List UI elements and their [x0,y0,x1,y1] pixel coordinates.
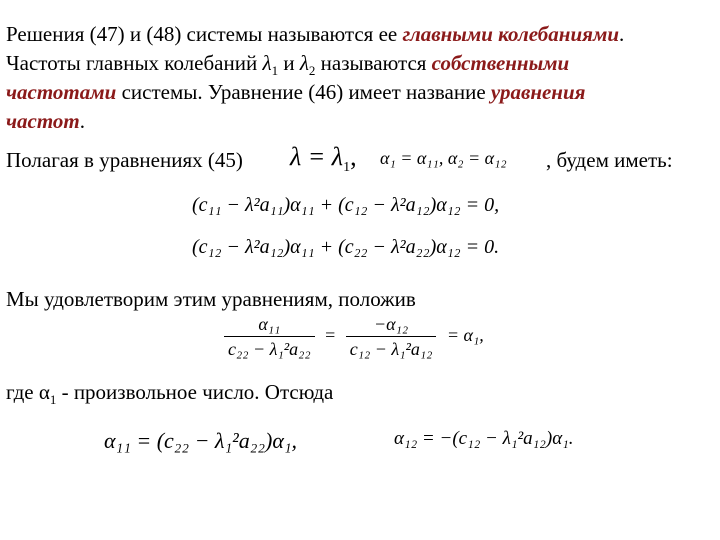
fraction-2 [346,312,437,361]
text: Решения (47) и (48) системы называются ее [6,22,403,46]
equation-2-text: (c₁₂ − λ²a₁₂)α₁₁ + (c₂₂ − λ²a₂₂)α₁₂ = 0. [192,236,500,258]
term-frequencies: частотами [6,80,117,104]
paragraph-2 [6,148,243,172]
lambda-symbol: λ [262,51,272,75]
final-right-text: α₁₂ = −(c₁₂ − λ₁²a₁₂)α₁. [394,428,574,449]
condition-alpha-text: α₁ = α₁₁, α₂ = α₁₂ [380,148,507,168]
subscript: 1 [49,392,57,408]
subscript: 2 [308,63,316,79]
numerator: −α₁₂ [346,312,437,337]
term-frequencies-2: частот [6,109,80,133]
paragraph-line-4 [6,109,85,133]
equals-sign: = [325,324,336,345]
paragraph-3 [6,287,416,311]
term-equation: уравнения [490,80,586,104]
equation-1-text: (c₁₁ − λ²a₁₁)α₁₁ + (c₁₂ − λ²a₁₂)α₁₂ = 0, [192,194,500,216]
fraction-equation [224,312,484,361]
lambda-symbol: λ [299,51,309,75]
denominator: c₁₂ − λ₁²a₁₂ [349,339,433,359]
final-equation-right [394,428,574,450]
text: называются [315,51,432,75]
denominator: c₂₂ − λ₁²a₂₂ [228,339,311,359]
paragraph-4 [6,380,334,408]
subscript: 1 [271,63,279,79]
condition-lambda-text: λ = λ [290,142,344,171]
final-left-text: α₁₁ = (c₂₂ − λ₁²a₂₂)α₁, [104,428,298,453]
text: и [278,51,300,75]
paragraph-line-3 [6,80,585,104]
fraction-1 [224,312,315,361]
text: . [79,109,85,133]
paragraph-2-tail [546,148,673,172]
condition-lambda: $\lambda = \lambda_1$, [290,142,357,176]
text: Полагая в уравнениях (45) [6,148,243,172]
text: Частоты главных колебаний [6,51,263,75]
numerator: α₁₁ [224,312,315,337]
equation-1 [192,194,499,217]
text: , будем иметь: [546,148,673,172]
equation-2 [192,236,499,259]
text: . [619,22,625,46]
text: системы. Уравнение (46) имеет название [116,80,491,104]
fraction-tail: = α₁, [446,324,484,345]
text: - произвольное число. Отсюда [56,380,334,404]
term-natural: собственными [431,51,570,75]
text: Мы удовлетворим этим уравнениям, положив [6,287,416,311]
paragraph-line-2 [6,51,570,79]
term-main-oscillations: главными колебаниями [402,22,620,46]
final-equation-left [104,428,297,454]
text: где α [6,380,50,404]
paragraph-line-1 [6,22,624,46]
condition-alpha [380,148,507,169]
